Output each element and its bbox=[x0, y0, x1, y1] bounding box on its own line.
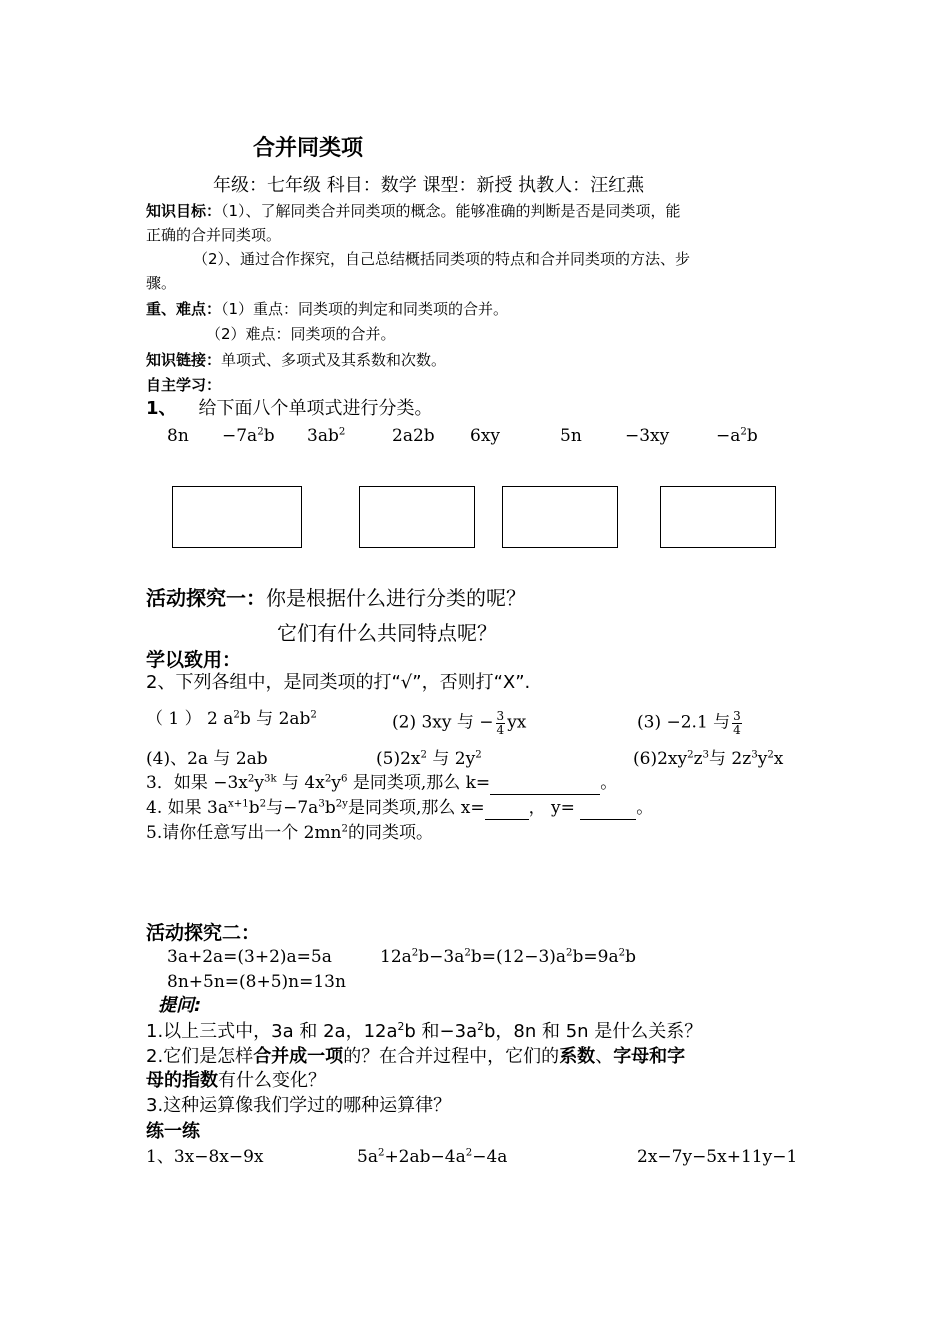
pair-1: （ 1 ） 2 $a^2b$ 与 $2ab^2$ bbox=[146, 709, 317, 729]
example-2: $12a^2b-3a^2b=(12-3)a^2b=9a^2b$ bbox=[380, 947, 636, 967]
monomial-5: 6xy bbox=[470, 426, 501, 446]
keypoints-line1 bbox=[146, 301, 508, 318]
activity1-line1 bbox=[146, 587, 526, 610]
objectives-text1: （1）、了解同类合并同类项的概念。能够准确的判断是否是同类项，能 bbox=[221, 202, 681, 220]
ask-question-2-line2: 母的指数有什么变化？ bbox=[146, 1070, 326, 1091]
practice-3: 2x−7y−5x+11y−1 bbox=[637, 1147, 798, 1167]
objectives-line3: （2）、通过合作探究，自己总结概括同类项的特点和合并同类项的方法、步 bbox=[193, 250, 691, 268]
fraction-3-4: $\frac{3}{4}$ bbox=[733, 709, 741, 737]
self-study-heading: 自主学习： bbox=[146, 376, 222, 394]
practice-heading: 练一练 bbox=[146, 1121, 200, 1142]
objectives-label: 知识目标： bbox=[146, 202, 222, 220]
k-answer-blank[interactable] bbox=[490, 774, 600, 795]
answer-box-2[interactable] bbox=[359, 486, 475, 548]
keypoints-line2: （2）难点：同类项的合并。 bbox=[206, 325, 396, 343]
ask-question-2-line1: 2.它们是怎样合并成一项的？在合并过程中，它们的系数、字母和字 bbox=[146, 1046, 686, 1067]
question-1 bbox=[146, 399, 433, 420]
monomial-7: −3xy bbox=[625, 426, 670, 446]
ask-question-1: 1.以上三式中，3a 和 2a，$12a^2b$ 和$-3a^2b$，8n 和 5n 是什么关系？ bbox=[146, 1020, 703, 1042]
monomial-1: 8n bbox=[167, 426, 189, 446]
question-2: 2、下列各组中，是同类项的打“√”，否则打“Χ”. bbox=[146, 672, 531, 693]
activity1-question1: 你是根据什么进行分类的呢？ bbox=[266, 586, 526, 610]
answer-box-1[interactable] bbox=[172, 486, 302, 548]
pair-6: $(6)2xy^2z^3$与 $2z^3y^2x$ bbox=[633, 749, 784, 769]
question-4: 4. 如果 $3a^{x+1}b^2$与$-7a^3b^{2y}$是同类项,那么 x= ， y= 。 bbox=[146, 798, 654, 818]
pair-5: $(5)2x^2$ 与 $2y^2$ bbox=[376, 749, 482, 769]
pair-3: (3) −2.1 与 $\frac{3}{4}$ bbox=[637, 709, 741, 737]
link-text: 单项式、多项式及其系数和次数。 bbox=[221, 351, 447, 369]
q1-text: 给下面八个单项式进行分类。 bbox=[198, 398, 433, 419]
monomial-3: $3ab^2$ bbox=[307, 426, 346, 446]
objectives-line2: 正确的合并同类项。 bbox=[146, 226, 282, 244]
answer-box-3[interactable] bbox=[502, 486, 618, 548]
practice-1: 1、3x−8x−9x bbox=[146, 1147, 264, 1167]
monomial-8: $-a^2b$ bbox=[716, 426, 758, 446]
ask-heading: 提问: bbox=[158, 995, 202, 1016]
activity1-question2: 它们有什么共同特点呢？ bbox=[277, 621, 497, 645]
monomial-2: $-7a^2b$ bbox=[222, 426, 275, 446]
apply-heading: 学以致用： bbox=[146, 649, 242, 671]
example-3: 8n+5n=(8+5)n=13n bbox=[167, 972, 346, 992]
y-answer-blank[interactable] bbox=[580, 799, 636, 820]
question-3: 3．如果 $-3x^2y^{3k}$ 与 $4x^2y^6$ 是同类项,那么 k= 。 bbox=[146, 773, 618, 793]
objectives-line4: 骤。 bbox=[146, 274, 177, 292]
activity2-heading: 活动探究二： bbox=[146, 922, 261, 944]
practice-2: $5a^2+2ab-4a^2-4a$ bbox=[357, 1147, 508, 1167]
answer-box-4[interactable] bbox=[660, 486, 776, 548]
activity1-label: 活动探究一： bbox=[146, 586, 266, 610]
ask-question-3: 3.这种运算像我们学过的哪种运算律？ bbox=[146, 1095, 452, 1116]
question-5: 5.请你任意写出一个 $2mn^2$的同类项。 bbox=[146, 823, 433, 843]
keypoints-text1: （1）重点：同类项的判定和同类项的合并。 bbox=[221, 300, 509, 318]
monomial-4: 2a2b bbox=[392, 426, 435, 446]
example-1: 3a+2a=(3+2)a=5a bbox=[167, 947, 332, 967]
pair-2: (2) 3xy 与 − $\frac{3}{4}$ yx bbox=[392, 709, 527, 737]
monomial-6: 5n bbox=[560, 426, 582, 446]
page-title: 合并同类项 bbox=[253, 136, 364, 161]
x-answer-blank[interactable] bbox=[485, 799, 529, 820]
objectives-line1 bbox=[146, 203, 681, 220]
pair-4: (4)、2a 与 2ab bbox=[146, 749, 268, 769]
link-label: 知识链接： bbox=[146, 351, 222, 369]
fraction-3-4: $\frac{3}{4}$ bbox=[496, 709, 505, 737]
q1-number: 1、 bbox=[146, 398, 177, 419]
link-line bbox=[146, 352, 446, 369]
meta-line: 年级：七年级 科目：数学 课型：新授 执教人：汪红燕 bbox=[213, 175, 645, 196]
keypoints-label: 重、难点： bbox=[146, 300, 222, 318]
